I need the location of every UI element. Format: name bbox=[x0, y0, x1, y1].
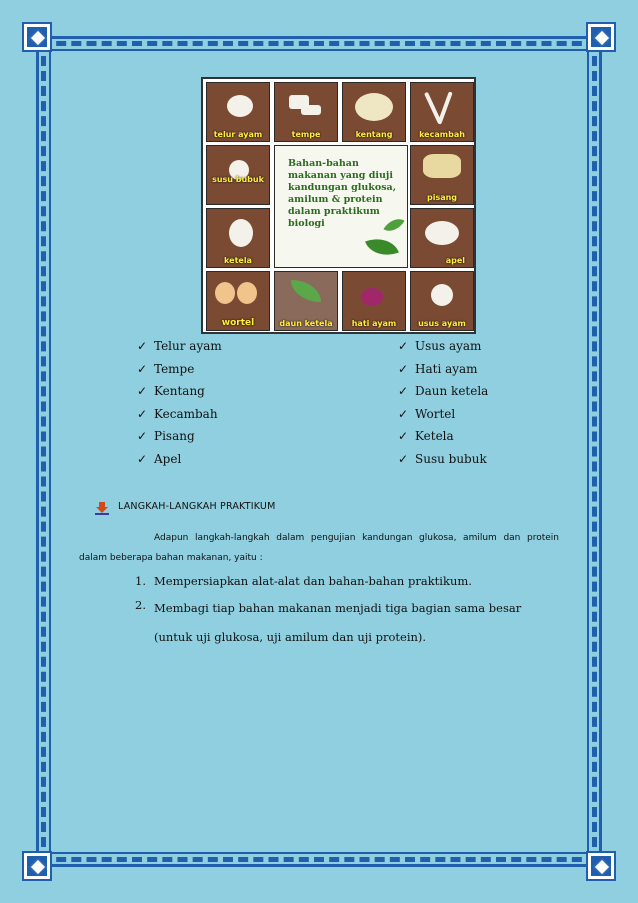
tile-label: pisang bbox=[426, 193, 458, 202]
intro-paragraph: Adapun langkah-langkah dalam pengujian kandungan glukosa, amilum dan protein dalam beberapa bahan makanan, yaitu : bbox=[79, 533, 559, 563]
checkmark-icon: ✓ bbox=[137, 384, 148, 399]
tile-label: apel bbox=[445, 256, 465, 265]
collage-caption-panel bbox=[274, 145, 408, 268]
checkmark-icon: ✓ bbox=[398, 361, 409, 376]
list-item: ✓ Susu bubuk bbox=[398, 451, 487, 466]
checkmark-icon: ✓ bbox=[137, 339, 148, 353]
step-number: 2. bbox=[135, 598, 146, 612]
tile-ketela bbox=[206, 208, 270, 268]
step-item bbox=[135, 570, 545, 592]
tile-label: kentang bbox=[355, 130, 393, 139]
checkmark-icon: ✓ bbox=[398, 429, 409, 444]
list-item: ✓ Telur ayam bbox=[137, 339, 222, 353]
checkmark-icon: ✓ bbox=[398, 406, 409, 421]
steps-list bbox=[135, 570, 545, 652]
checkmark-icon: ✓ bbox=[137, 406, 148, 421]
tile-label: kecambah bbox=[419, 130, 465, 139]
corner-ornament-icon bbox=[24, 24, 50, 50]
tile-apel bbox=[410, 208, 474, 268]
checkmark-icon: ✓ bbox=[137, 361, 148, 376]
section-heading: LANGKAH-LANGKAH PRAKTIKUM bbox=[118, 501, 276, 512]
checkmark-icon: ✓ bbox=[398, 451, 409, 466]
checkmark-icon: ✓ bbox=[137, 429, 148, 444]
list-item: ✓ Pisang bbox=[137, 429, 195, 444]
corner-ornament-icon bbox=[588, 24, 614, 50]
list-item: ✓ Kentang bbox=[137, 384, 205, 399]
step-number: 1. bbox=[135, 574, 146, 588]
corner-ornament-icon bbox=[24, 853, 50, 879]
download-arrow-icon bbox=[96, 502, 108, 514]
tile-daun-ketela bbox=[274, 271, 338, 331]
food-checklist-right bbox=[398, 338, 488, 474]
tile-telur-ayam bbox=[206, 82, 270, 142]
tile-label: usus ayam bbox=[418, 319, 466, 328]
list-item: ✓ Usus ayam bbox=[398, 339, 482, 353]
collage-caption: Bahan-bahan makanan yang diuji kandungan glukosa, amilum & protein dalam praktikum biologi bbox=[288, 158, 397, 229]
food-checklist-left bbox=[137, 338, 222, 474]
tile-label: telur ayam bbox=[213, 130, 263, 139]
corner-ornament-icon bbox=[588, 853, 614, 879]
step-text: Mempersiapkan alat-alat dan bahan-bahan praktikum. bbox=[154, 574, 472, 588]
checkmark-icon: ✓ bbox=[398, 384, 409, 399]
leaf-icon bbox=[365, 232, 399, 262]
list-item: ✓ Tempe bbox=[137, 361, 195, 376]
list-item: ✓ Apel bbox=[137, 451, 182, 466]
tile-label: susu bubuk bbox=[212, 175, 264, 184]
list-item: ✓ Hati ayam bbox=[398, 361, 478, 376]
tile-label: daun ketela bbox=[279, 319, 333, 328]
food-collage-image bbox=[201, 77, 476, 334]
tile-label: tempe bbox=[291, 130, 321, 139]
tile-susu-bubuk bbox=[206, 145, 270, 205]
list-item: ✓ Wortel bbox=[398, 406, 456, 421]
tile-usus-ayam bbox=[410, 271, 474, 331]
tile-pisang bbox=[410, 145, 474, 205]
tile-kecambah bbox=[410, 82, 474, 142]
tile-label: wortel bbox=[221, 318, 255, 328]
list-item: ✓ Daun ketela bbox=[398, 384, 489, 399]
list-item: ✓ Ketela bbox=[398, 429, 454, 444]
tile-wortel bbox=[206, 271, 270, 331]
tile-tempe bbox=[274, 82, 338, 142]
step-item bbox=[135, 594, 545, 652]
checkmark-icon: ✓ bbox=[137, 451, 148, 466]
checkmark-icon: ✓ bbox=[398, 339, 409, 353]
tile-label: ketela bbox=[224, 256, 252, 265]
tile-hati-ayam bbox=[342, 271, 406, 331]
tile-label: hati ayam bbox=[351, 319, 397, 328]
list-item: ✓ Kecambah bbox=[137, 406, 218, 421]
step-text: Membagi tiap bahan makanan menjadi tiga bagian sama besar (untuk uji glukosa, uji amilum dan uji protein). bbox=[154, 601, 522, 644]
tile-kentang bbox=[342, 82, 406, 142]
